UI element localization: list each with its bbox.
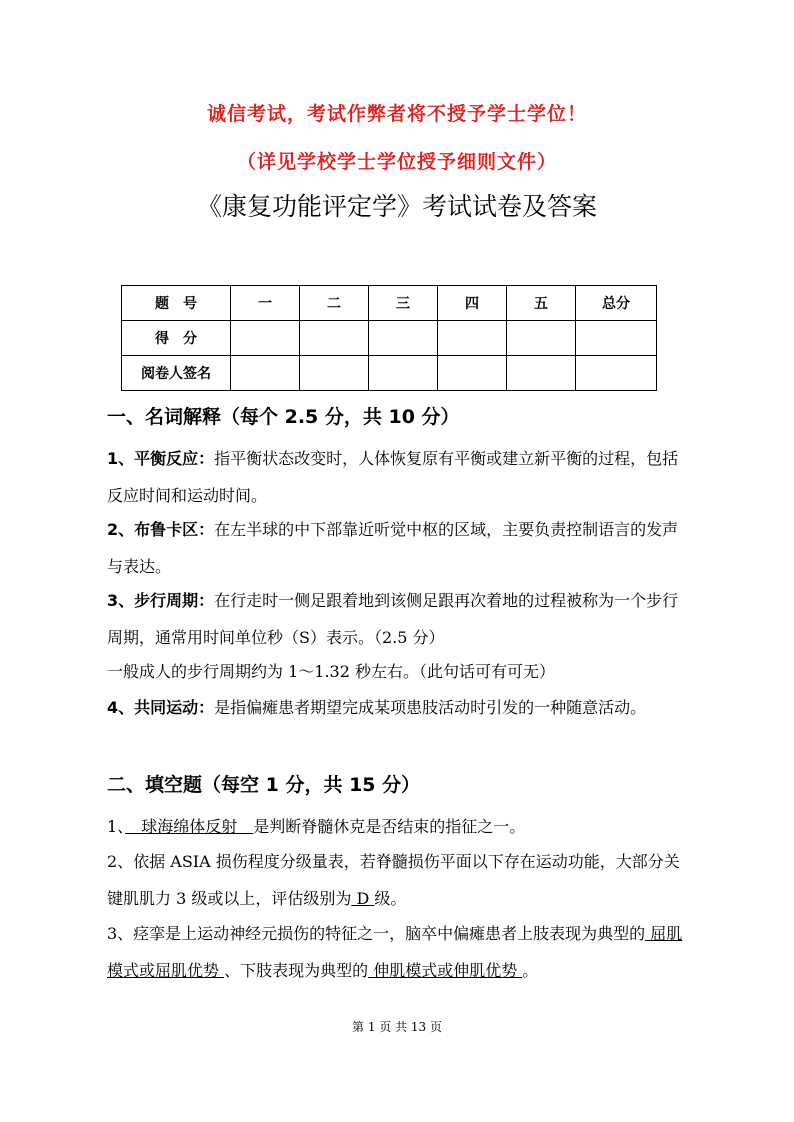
table-header-cell: 总分 [576,286,657,321]
answer-blank: D [351,889,375,908]
table-header-cell: 三 [369,286,438,321]
score-table [121,285,657,391]
signature-cell [300,356,369,391]
score-cell [438,321,507,356]
question-text: 级。 [374,889,407,908]
definition-extra: 一般成人的步行周期约为 1～1.32 秒左右。（此句话可有可无） [107,662,555,681]
integrity-warning-note: （详见学校学士学位授予细则文件） [236,151,557,173]
definition-text: 指平衡状态改变时，人体恢复原有平衡或建立新平衡的过程，包括反应时间和运动时间。 [107,449,679,505]
score-cell [231,321,300,356]
table-header-cell: 四 [438,286,507,321]
answer-blank: 球海绵体反射 [125,817,254,836]
question-text: 1、 [107,817,126,836]
definition-item [107,440,690,514]
definition-item [107,582,690,656]
integrity-warning: 诚信考试，考试作弊者将不授予学士学位！ [206,103,587,125]
question-text: 、下肢表现为典型的 [224,961,369,980]
definition-text: 是指偏瘫患者期望完成某项患肢活动时引发的一种随意活动。 [214,698,647,717]
section2-heading: 二、填空题（每空 1 分，共 15 分） [107,774,421,796]
page-footer: 第 1 页 共 13 页 [352,1020,442,1034]
score-cell [507,321,576,356]
table-header-cell: 一 [231,286,300,321]
score-cell [576,321,657,356]
definition-item [107,511,690,585]
score-cell [300,321,369,356]
answer-blank: 屈肌模式或屈肌优势 [107,924,683,980]
table-header-cell: 五 [507,286,576,321]
signature-cell [576,356,657,391]
signature-cell [369,356,438,391]
table-header-cell: 题 号 [122,286,231,321]
answer-blank: 伸肌模式或伸肌优势 [368,961,523,980]
fill-question [107,843,690,917]
fill-question [107,808,690,845]
score-cell [369,321,438,356]
definition-term: 4、共同运动： [107,698,215,717]
section1-heading: 一、名词解释（每个 2.5 分，共 10 分） [107,406,460,428]
table-row [122,321,657,356]
fill-question [107,915,690,989]
table-row [122,356,657,391]
table-header-row [122,286,657,321]
question-text: 2、依据 ASIA 损伤程度分级量表，若脊髓损伤平面以下存在运动功能，大部分关键肌肌力 3 级或以上，评估级别为 [107,852,680,908]
definition-text: 在左半球的中下部靠近听觉中枢的区域，主要负责控制语言的发声与表达。 [107,520,679,576]
signature-cell [438,356,507,391]
signature-cell [231,356,300,391]
definition-text: 在行走时一侧足跟着地到该侧足跟再次着地的过程被称为一个步行周期，通常用时间单位秒（S）表示。（2.5 分） [107,591,679,647]
table-header-cell: 二 [300,286,369,321]
definition-term: 2、布鲁卡区： [107,520,215,539]
definition-term: 3、步行周期： [107,591,215,610]
question-text: 是判断脊髓休克是否结束的指征之一。 [253,817,526,836]
signature-cell [507,356,576,391]
question-text: 3、痉挛是上运动神经元损伤的特征之一，脑卒中偏瘫患者上肢表现为典型的 [107,924,646,943]
definition-term: 1、平衡反应： [107,449,215,468]
question-text: 。 [522,961,539,980]
row-label: 阅卷人签名 [122,356,231,391]
definition-item [107,689,690,726]
page-title: 《康复功能评定学》考试试卷及答案 [196,192,597,221]
row-label: 得 分 [122,321,231,356]
